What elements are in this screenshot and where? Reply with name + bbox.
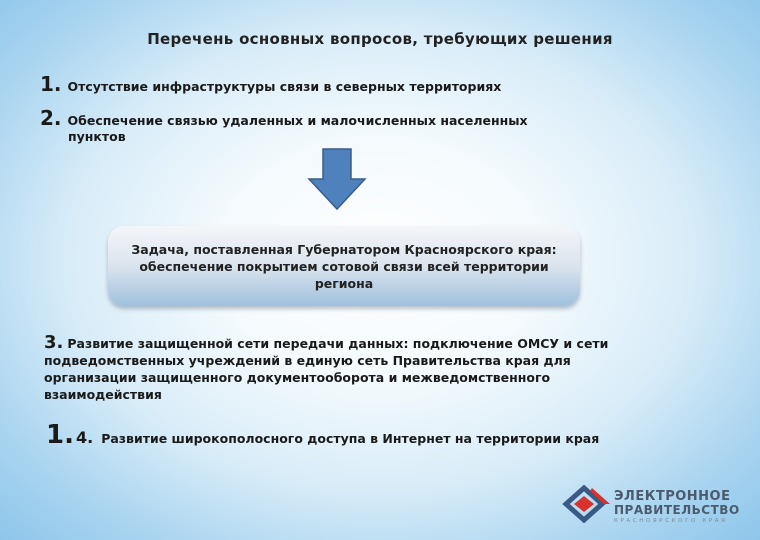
- logo-line-1: ЭЛЕКТРОННОЕ: [614, 489, 731, 504]
- page-title: Перечень основных вопросов, требующих решения: [147, 30, 613, 48]
- item-number: 2.: [40, 106, 62, 130]
- list-item-2: [40, 106, 600, 145]
- task-box-text: Задача, поставленная Губернатором Красноярского края: обеспечение покрытием сотовой связи всей территории региона: [131, 241, 557, 291]
- down-arrow-icon: [308, 148, 366, 210]
- item-text: Обеспечение связью удаленных и малочисленных населенных: [67, 113, 528, 128]
- item-text: Отсутствие инфраструктуры связи в северных территориях: [67, 79, 502, 94]
- item-text-continuation: пунктов: [68, 129, 126, 144]
- item-text: Развитие защищенной сети передачи данных: подключение ОМСУ и сети подведомственных учреждений в единую сеть Правительства края для организации защищенного документооборота и межведомственного взаимодействия: [44, 336, 609, 402]
- list-item-4: [46, 420, 646, 450]
- item-number: 1.: [46, 420, 74, 450]
- item-number-secondary: 4.: [75, 428, 94, 447]
- task-box: [108, 226, 580, 306]
- logo-line-3: КРАСНОЯРСКОГО КРАЯ: [614, 518, 728, 524]
- item-number: 3.: [44, 332, 64, 353]
- item-number: 1.: [40, 72, 62, 96]
- item-text: Развитие широкополосного доступа в Интернет на территории края: [101, 431, 600, 446]
- list-item-1: [40, 72, 502, 96]
- logo-line-2: ПРАВИТЕЛЬСТВО: [614, 503, 740, 517]
- list-item-3: [44, 334, 634, 403]
- logo-text: [614, 490, 740, 525]
